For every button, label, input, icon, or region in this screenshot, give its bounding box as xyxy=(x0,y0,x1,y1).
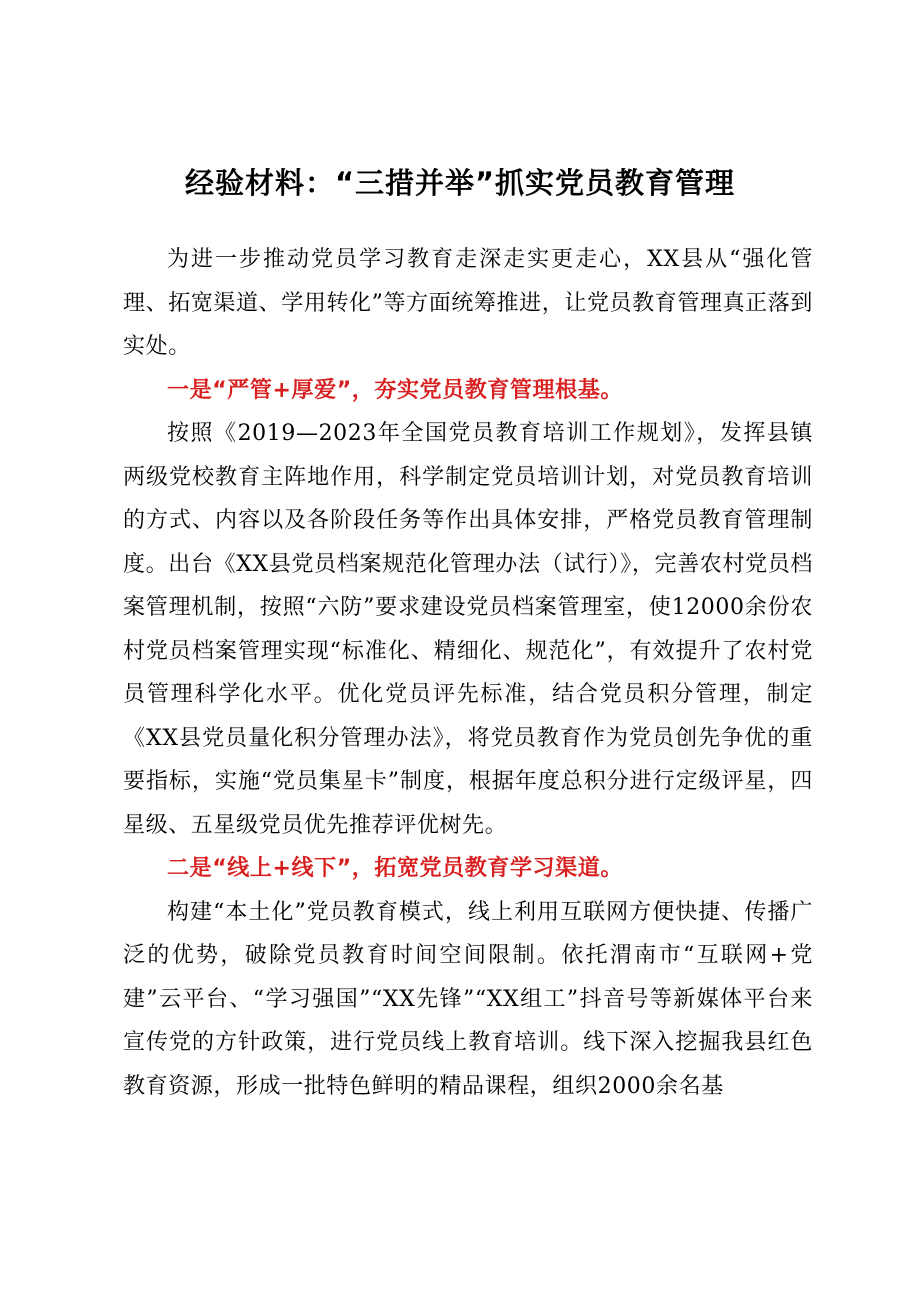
document-title: 经验材料：“三措并举”抓实党员教育管理 xyxy=(184,166,736,200)
section-2-paragraph: 构建“本土化”党员教育模式，线上利用互联网方便快捷、传播广泛的优势，破除党员教育时间空间限制。依托渭南市“互联网+党建”云平台、“学习强国”“XX先锋”“XX组工”抖音号等新媒体平台来宣传党的方针政策，进行党员线上教育培训。线下深入挖掘我县红色教育资源，形成一批特色鲜明的精品课程，组织2000余名基 xyxy=(123,899,813,1099)
section-2-heading: 二是“线上+线下”，拓宽党员教育学习渠道。 xyxy=(167,856,623,881)
intro-paragraph: 为进一步推动党员学习教育走深走实更走心，XX县从“强化管理、拓宽渠道、学用转化”等方面统筹推进，让党员教育管理真正落到实处。 xyxy=(123,247,813,359)
section-1-heading: 一是“严管+厚爱”，夯实党员教育管理根基。 xyxy=(167,377,623,403)
document-body xyxy=(123,238,813,1108)
section-1-paragraph: 按照《2019—2023年全国党员教育培训工作规划》，发挥县镇两级党校教育主阵地作用，科学制定党员培训计划，对党员教育培训的方式、内容以及各阶段任务等作出具体安排，严格党员教育管理制度。出台《XX县党员档案规范化管理办法（试行）》，完善农村党员档案管理机制，按照“六防”要求建设党员档案管理室，使12000余份农村党员档案管理实现“标准化、精细化、规范化”，有效提升了农村党员管理科学化水平。优化党员评先标准，结合党员积分管理，制定《XX县党员量化积分管理办法》，将党员教育作为党员创先争优的重要指标，实施“党员集星卡”制度，根据年度总积分进行定级评星，四星级、五星级党员优先推荐评优树先。 xyxy=(123,421,813,838)
